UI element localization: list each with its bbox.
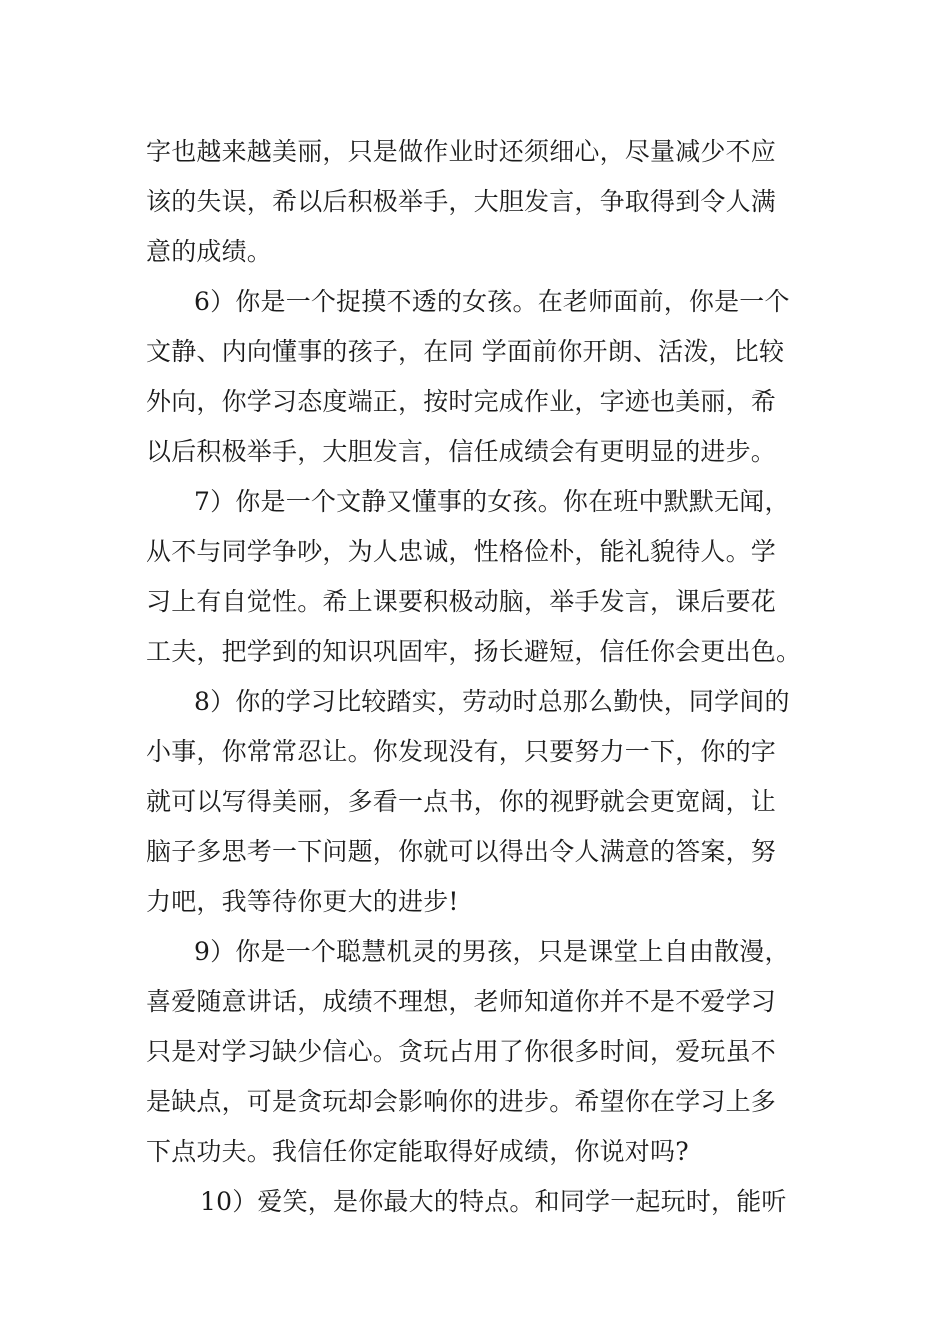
text-line: 以后积极举手，大胆发言，信任成绩会有更明显的进步。 [146, 437, 777, 466]
text-line: 文静、内向懂事的孩子，在同 学面前你开朗、活泼，比较 [146, 337, 785, 366]
document-body [146, 127, 806, 1227]
text-line: 小事，你常常忍让。你发现没有，只要努力一下，你的字 [146, 737, 777, 766]
paragraph-start-6: 6）你是一个捉摸不透的女孩。在老师面前，你是一个 [194, 287, 790, 316]
text-line: 脑子多思考一下问题，你就可以得出令人满意的答案，努 [146, 837, 777, 866]
text-line: 喜爱随意讲话，成绩不理想，老师知道你并不是不爱学习 [146, 987, 777, 1016]
text-line: 该的失误，希以后积极举手，大胆发言，争取得到令人满 [146, 187, 777, 216]
text-line: 就可以写得美丽，多看一点书，你的视野就会更宽阔，让 [146, 787, 777, 816]
paragraph-start-9: 9）你是一个聪慧机灵的男孩，只是课堂上自由散漫， [194, 937, 790, 966]
text-line: 下点功夫。我信任你定能取得好成绩，你说对吗? [146, 1137, 689, 1166]
paragraph-start-10: 10）爱笑，是你最大的特点。和同学一起玩时，能听 [200, 1187, 787, 1216]
text-line: 字也越来越美丽，只是做作业时还须细心，尽量减少不应 [146, 137, 777, 166]
text-line: 力吧，我等待你更大的进步! [146, 887, 459, 916]
paragraph-start-7: 7）你是一个文静又懂事的女孩。你在班中默默无闻， [194, 487, 790, 516]
text-line: 意的成绩。 [146, 237, 273, 266]
text-line: 工夫，把学到的知识巩固牢，扬长避短，信任你会更出色。 [146, 637, 802, 666]
text-line: 是缺点，可是贪玩却会影响你的进步。希望你在学习上多 [146, 1087, 777, 1116]
paragraph-start-8: 8）你的学习比较踏实，劳动时总那么勤快，同学间的 [194, 687, 790, 716]
text-line: 习上有自觉性。希上课要积极动脑，举手发言，课后要花 [146, 587, 777, 616]
text-line: 只是对学习缺少信心。贪玩占用了你很多时间，爱玩虽不 [146, 1037, 777, 1066]
text-line: 从不与同学争吵，为人忠诚，性格俭朴，能礼貌待人。学 [146, 537, 777, 566]
text-line: 外向，你学习态度端正，按时完成作业，字迹也美丽，希 [146, 387, 777, 416]
